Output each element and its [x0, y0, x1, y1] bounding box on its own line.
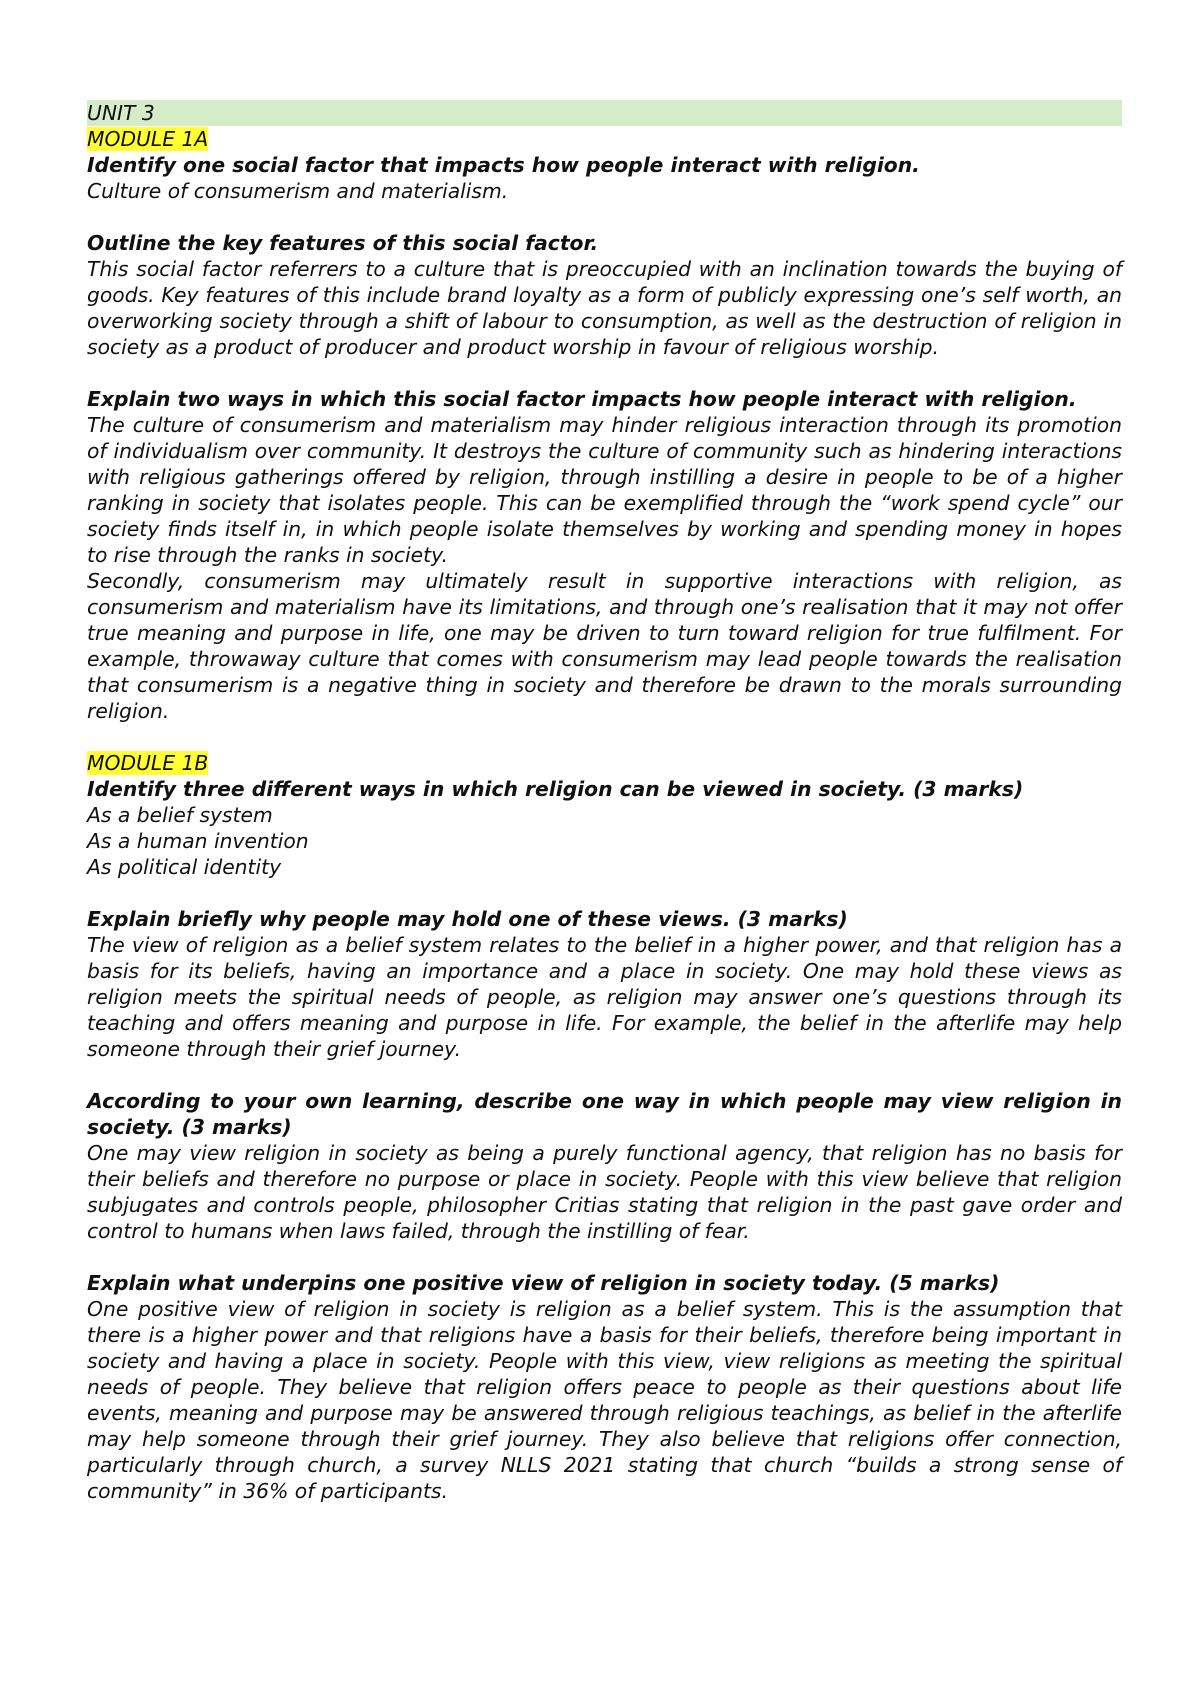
- module-1a-question-1: Identify one social factor that impacts how people interact with religion.: [87, 153, 920, 177]
- module-1b-view-1: As a belief system: [87, 803, 273, 827]
- module-1b-answer-2: The view of religion as a belief system relates to the belief in a higher power, and that religion has a basis for its beliefs, having an importance and a place in society. One may hold these views as religion meets the spiritual needs of people, as religion may answer one’s questions through its teaching and offers meaning and purpose in life. For example, the belief in the afterlife may help someone through their grief journey.: [87, 933, 1122, 1061]
- module-1b-answer-3: One may view religion in society as being a purely functional agency, that religion has no basis for their beliefs and therefore no purpose or place in society. People with this view believe that religion subjugates and controls people, philosopher Critias stating that religion in the past gave order and control to humans when laws failed, through the instilling of fear.: [87, 1141, 1122, 1243]
- module-1b-view-2: As a human invention: [87, 829, 309, 853]
- module-1b-question-2: Explain briefly why people may hold one of these views. (3 marks): [87, 907, 848, 931]
- spacer: [87, 1062, 1122, 1088]
- document-body: [87, 100, 1122, 1504]
- module-1a-answer-2: This social factor referrers to a culture that is preoccupied with an inclination towards the buying of goods. Key features of this include brand loyalty as a form of publicly expressing one’s self worth, an overworking society through a shift of labour to consumption, as well as the destruction of religion in society as a product of producer and product worship in favour of religious worship.: [87, 257, 1122, 359]
- spacer: [87, 880, 1122, 906]
- module-1a-answer-3-paragraph-2: Secondly, consumerism may ultimately result in supportive interactions with religion, as consumerism and materialism have its limitations, and through one’s realisation that it may not offer true meaning and purpose in life, one may be driven to turn toward religion for true fulfilment. For example, throwaway culture that comes with consumerism may lead people towards the realisation that consumerism is a negative thing in society and therefore be drawn to the morals surrounding religion.: [87, 569, 1122, 723]
- module-1a-question-2: Outline the key features of this social factor.: [87, 231, 599, 255]
- module-1b-question-1: Identify three different ways in which religion can be viewed in society. (3 marks): [87, 777, 1024, 801]
- module-1a-answer-1: Culture of consumerism and materialism.: [87, 179, 509, 203]
- module-1b-heading: [87, 750, 1122, 776]
- module-1b-view-3: As political identity: [87, 855, 282, 879]
- spacer: [87, 204, 1122, 230]
- module-1b-label: MODULE 1B: [87, 751, 209, 775]
- unit-heading: UNIT 3: [87, 100, 1122, 126]
- module-1b-answer-4: One positive view of religion in society is religion as a belief system. This is the assumption that there is a higher power and that religions have a basis for their beliefs, therefore being important in society and having a place in society. People with this view, view religions as meeting the spiritual needs of people. They believe that religion offers peace to people as their questions about life events, meaning and purpose may be answered through religious teachings, as belief in the afterlife may help someone through their grief journey. They also believe that religions offer connection, particularly through church, a survey NLLS 2021 stating that church “builds a strong sense of community” in 36% of participants.: [87, 1297, 1122, 1503]
- module-1b-question-4: Explain what underpins one positive view of religion in society today. (5 marks): [87, 1271, 1000, 1295]
- spacer: [87, 724, 1122, 750]
- module-1a-heading: [87, 126, 1122, 152]
- spacer: [87, 360, 1122, 386]
- module-1b-question-3: According to your own learning, describe one way in which people may view religion in society. (3 marks): [87, 1089, 1122, 1139]
- module-1a-question-3: Explain two ways in which this social factor impacts how people interact with religion.: [87, 387, 1077, 411]
- module-1a-label: MODULE 1A: [87, 127, 209, 151]
- spacer: [87, 1244, 1122, 1270]
- module-1a-answer-3-paragraph-1: The culture of consumerism and materialism may hinder religious interaction through its promotion of individualism over community. It destroys the culture of community such as hindering interactions with religious gatherings offered by religion, through instilling a desire in people to be of a higher ranking in society that isolates people. This can be exemplified through the “work spend cycle” our society finds itself in, in which people isolate themselves by working and spending money in hopes to rise through the ranks in society.: [87, 413, 1122, 567]
